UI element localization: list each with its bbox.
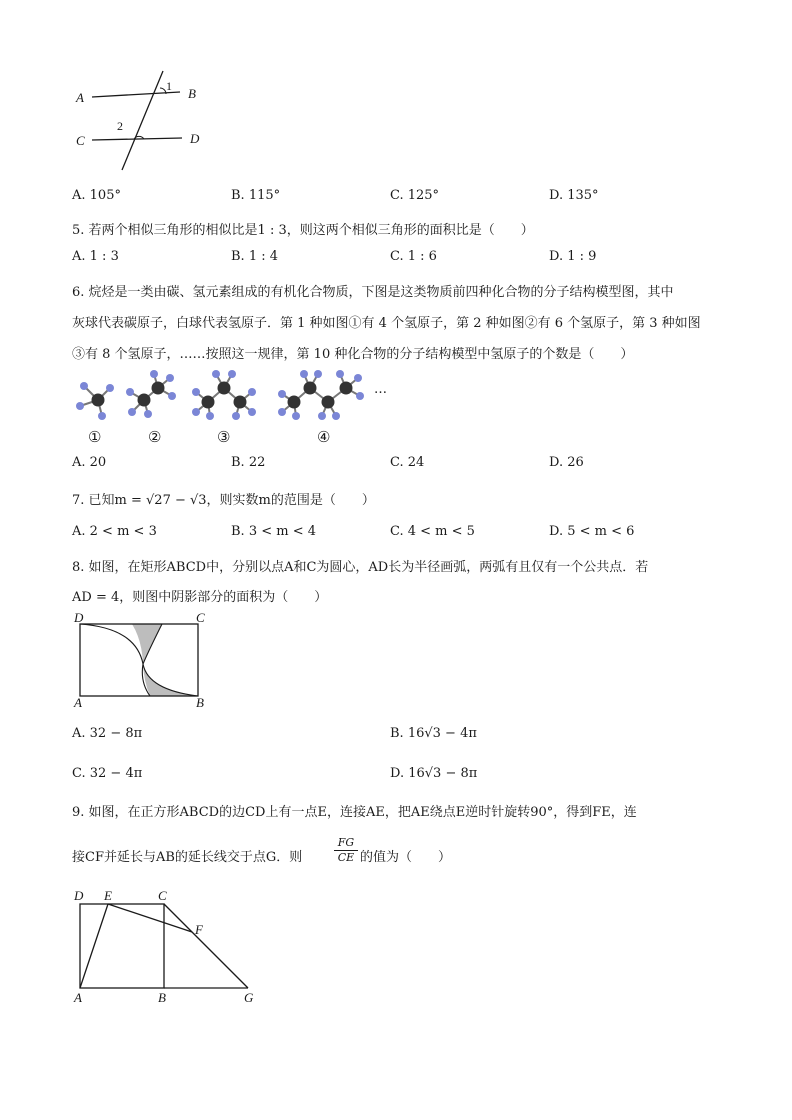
molecule-label-4: ④ bbox=[317, 428, 331, 446]
q9-figure bbox=[70, 886, 270, 1010]
q4-option-c[interactable]: C. 125° bbox=[390, 188, 440, 203]
q4-option-b[interactable]: B. 115° bbox=[231, 188, 281, 203]
square-abcd bbox=[80, 904, 164, 988]
label-a: A bbox=[76, 90, 84, 105]
q8-option-b[interactable]: B. 16√3 − 4π bbox=[390, 726, 477, 741]
q5-option-c[interactable]: C. 1 : 6 bbox=[390, 249, 437, 264]
molecule-1-figure bbox=[74, 378, 124, 423]
molecule-3-figure bbox=[190, 366, 260, 422]
shaded-region-bottom bbox=[143, 664, 198, 696]
label-a: A bbox=[74, 990, 82, 1005]
label-d: D bbox=[190, 131, 200, 146]
label-a: A bbox=[74, 695, 82, 710]
label-f: F bbox=[195, 922, 203, 937]
q8-option-a[interactable]: A. 32 − 8π bbox=[72, 726, 143, 741]
label-e: E bbox=[104, 888, 112, 903]
label-d: D bbox=[74, 888, 84, 903]
q6-option-d[interactable]: D. 26 bbox=[549, 455, 584, 470]
molecule-4-figure bbox=[276, 366, 368, 422]
label-angle-1: 1 bbox=[166, 79, 172, 93]
q7-option-b[interactable]: B. 3 < m < 4 bbox=[231, 524, 317, 539]
label-d: D bbox=[74, 610, 84, 625]
label-c: C bbox=[76, 133, 85, 148]
line-cd bbox=[92, 138, 182, 140]
fraction-denominator: CE bbox=[337, 851, 355, 864]
q7-option-a[interactable]: A. 2 < m < 3 bbox=[72, 524, 157, 539]
q9-stem-line1: 9. 如图，在正方形ABCD的边CD上有一点E，连接AE，把AE绕点E逆时针旋转90°，得到FE，连 bbox=[72, 805, 637, 820]
q6-stem-line3: ③有 8 个氢原子，……按照这一规律，第 10 种化合物的分子结构模型中氢原子的个数是（ ） bbox=[72, 347, 634, 362]
fraction bbox=[334, 836, 358, 865]
label-b: B bbox=[196, 695, 204, 710]
q5-option-d[interactable]: D. 1 : 9 bbox=[549, 249, 597, 264]
shaded-region-top bbox=[132, 624, 162, 664]
q8-option-d[interactable]: D. 16√3 − 8π bbox=[390, 766, 478, 781]
segment-ef bbox=[108, 904, 192, 932]
q7-option-d[interactable]: D. 5 < m < 6 bbox=[549, 524, 635, 539]
q5-stem: 5. 若两个相似三角形的相似比是1 : 3，则这两个相似三角形的面积比是（ ） bbox=[72, 223, 534, 238]
q8-stem-line1: 8. 如图，在矩形ABCD中，分别以点A和C为圆心，AD长为半径画弧，两弧有且仅有一个公共点．若 bbox=[72, 560, 649, 575]
q4-option-d[interactable]: D. 135° bbox=[549, 188, 599, 203]
q6-stem-line1: 6. 烷烃是一类由碳、氢元素组成的有机化合物质，下图是这类物质前四种化合物的分子结构模型图，其中 bbox=[72, 285, 674, 300]
segment-ae bbox=[80, 904, 108, 988]
q4-option-a[interactable]: A. 105° bbox=[72, 188, 121, 203]
q9-stem-line2a: 接CF并延长与AB的延长线交于点G．则 bbox=[72, 850, 303, 865]
molecule-label-3: ③ bbox=[217, 428, 231, 446]
label-b: B bbox=[188, 86, 196, 101]
label-c: C bbox=[158, 888, 167, 903]
q8-stem-line2: AD = 4，则图中阴影部分的面积为（ ） bbox=[72, 590, 328, 605]
molecule-label-1: ① bbox=[88, 428, 102, 446]
q6-stem-line2: 灰球代表碳原子，白球代表氢原子．第 1 种如图①有 4 个氢原子，第 2 种如图②有 6 个氢原子，第 3 种如图 bbox=[72, 316, 701, 331]
label-b: B bbox=[158, 990, 166, 1005]
q9-stem-line2b: 的值为（ ） bbox=[360, 850, 452, 865]
fraction-numerator: FG bbox=[334, 836, 358, 851]
segment-cg bbox=[164, 904, 248, 988]
q6-option-a[interactable]: A. 20 bbox=[72, 455, 107, 470]
transversal bbox=[122, 71, 163, 170]
label-angle-2: 2 bbox=[117, 119, 123, 133]
label-c: C bbox=[196, 610, 205, 625]
q8-option-c[interactable]: C. 32 − 4π bbox=[72, 766, 143, 781]
q5-option-a[interactable]: A. 1 : 3 bbox=[72, 249, 119, 264]
q6-option-c[interactable]: C. 24 bbox=[390, 455, 425, 470]
molecule-label-2: ② bbox=[148, 428, 162, 446]
q5-option-b[interactable]: B. 1 : 4 bbox=[231, 249, 279, 264]
label-g: G bbox=[244, 990, 254, 1005]
q4-figure bbox=[70, 66, 220, 176]
molecule-2-figure bbox=[124, 366, 180, 422]
q8-figure bbox=[70, 610, 220, 710]
q7-stem: 7. 已知m = √27 − √3，则实数m的范围是（ ） bbox=[72, 493, 375, 508]
q7-option-c[interactable]: C. 4 < m < 5 bbox=[390, 524, 475, 539]
q6-option-b[interactable]: B. 22 bbox=[231, 455, 266, 470]
molecule-ellipsis: … bbox=[374, 382, 387, 397]
